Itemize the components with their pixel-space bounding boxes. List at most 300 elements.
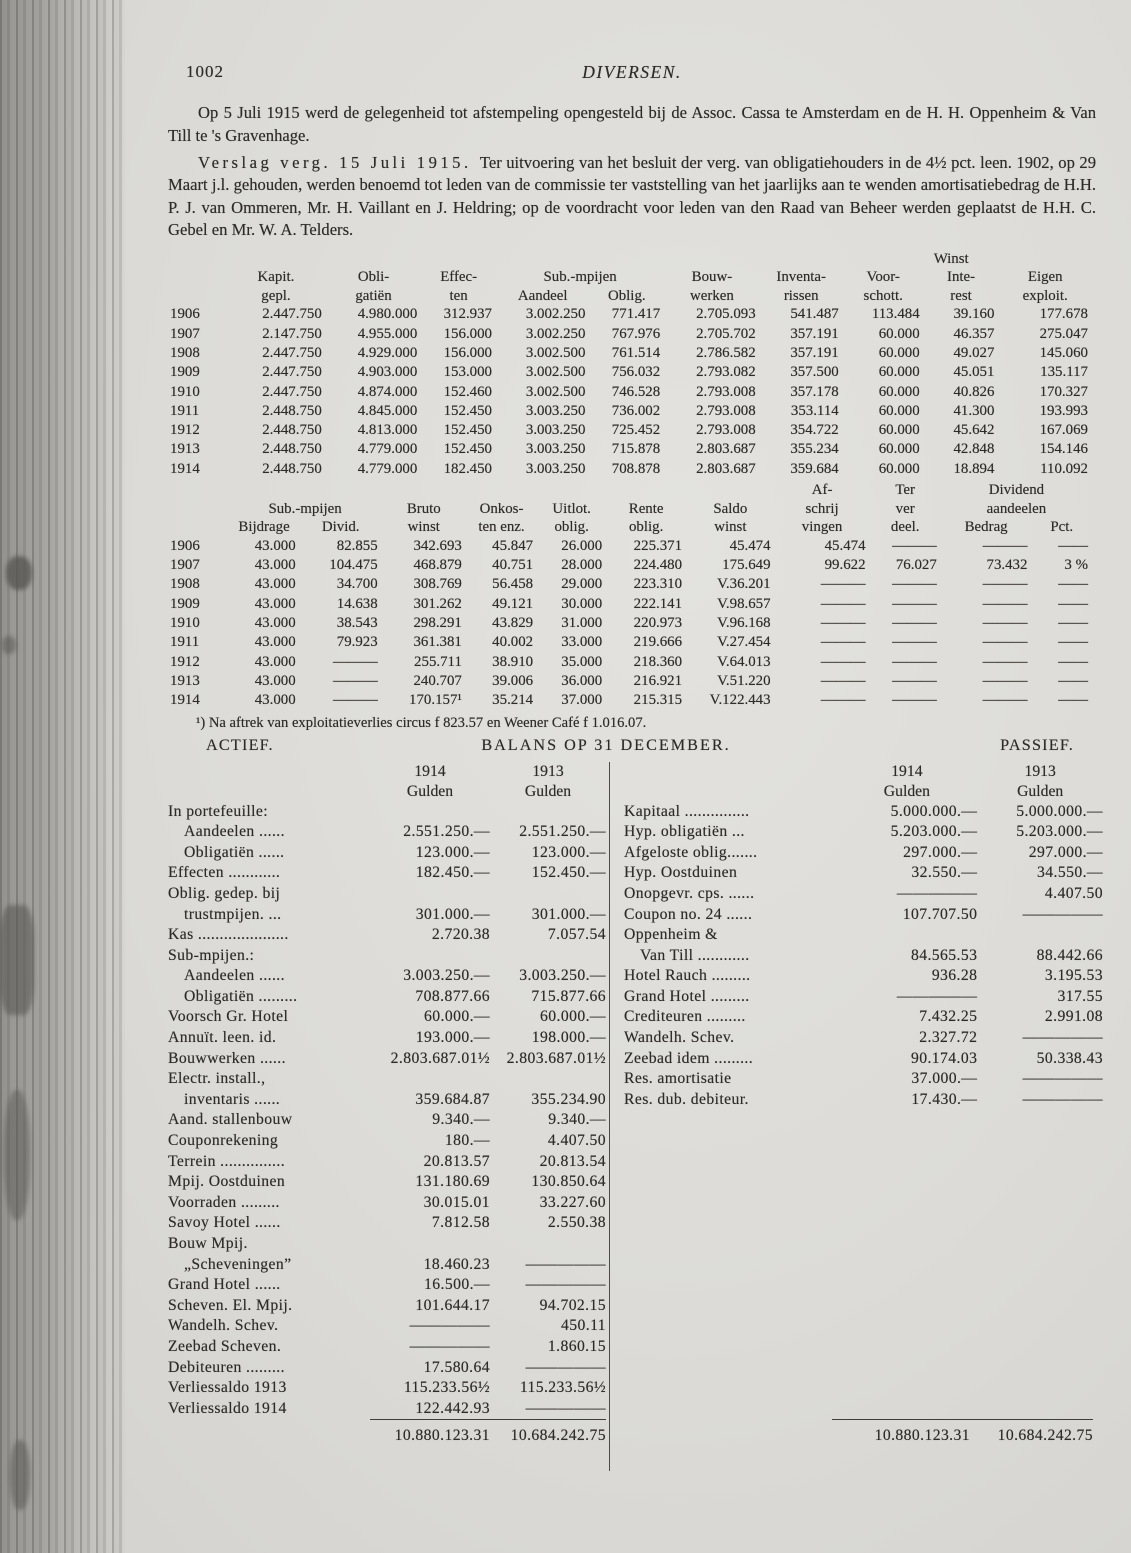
table-row: [168, 305, 1092, 324]
table-row: [168, 421, 1092, 440]
cell-value: 9.340.—: [548, 1111, 606, 1129]
cell-value: 145.060: [1039, 345, 1088, 361]
actief-total-row: [370, 1419, 606, 1471]
cell-value: 2.786.582: [696, 345, 756, 361]
cell-value: 30.015.01: [423, 1193, 490, 1211]
cell-value: 1908: [170, 345, 200, 361]
cell-value: [370, 946, 490, 967]
cell-value: ——: [1058, 653, 1088, 670]
cell-value: 177.678: [1039, 306, 1088, 323]
cell-value: 154.146: [1039, 441, 1088, 458]
cell-value: 3.002.250: [525, 325, 586, 342]
header-row-group: [168, 250, 1092, 269]
cell-value: 18.460.23: [423, 1255, 490, 1273]
cell-value: 1913: [170, 441, 200, 458]
cell-value: 2.447.750: [262, 364, 322, 381]
book-binding-edge: [0, 0, 125, 1553]
cell-value: 175.649: [722, 557, 771, 574]
cell-value: 193.000.—: [415, 1029, 490, 1047]
cell-value: 222.141: [633, 595, 683, 612]
column-header-1914: [370, 762, 490, 802]
row-label: Oppenheim &: [624, 926, 718, 944]
actief-heading: ACTIEF.: [206, 735, 274, 754]
cell-value: ———: [892, 653, 937, 670]
paragraph-rest: Ter uitvoering van het besluit der verg. van obligatiehouders in de 4½ pct. leen. 1902, op 29 Maart j.l. gehouden, werden benoemd tot leden van de commissie ter vaststelling van het jaarlijks aan te wenden amortisatiebedrag de H.H. P. J. van Ommeren, Mr. H. Vaillant en J. Heldring; op de voordracht voor leden van den Raad van Beheer werden geplaatst de H.H. C. Gebel en Mr. W. A. Telders.: [168, 153, 1096, 240]
table-row: [168, 1213, 606, 1234]
unit-label: Gulden: [883, 782, 930, 800]
column-header: exploit.: [1022, 287, 1068, 304]
cell-value: 4.903.000: [357, 364, 418, 381]
column-header: gepl.: [261, 287, 291, 304]
actief-table-body: [168, 802, 606, 1420]
cell-value: —————: [525, 1358, 606, 1376]
cell-value: 43.829: [492, 615, 534, 632]
table-row: [168, 614, 1092, 633]
cell-value: 94.702.15: [539, 1296, 606, 1314]
table-row: [624, 925, 1103, 946]
cell-value: 355.234.90: [531, 1090, 606, 1108]
winst-table-header: [168, 250, 1092, 306]
passief-total-row: [832, 1419, 1093, 1471]
cell-value: ———: [820, 672, 866, 689]
cell-value: 34.700: [336, 576, 378, 593]
cell-value: 2.793.008: [696, 383, 756, 400]
cell-value: 215.315: [633, 692, 683, 709]
cell-value: 60.000: [878, 441, 920, 458]
row-label: Bouwwerken ......: [168, 1049, 286, 1067]
table-row: [168, 1172, 606, 1193]
column-header: vingen: [801, 519, 843, 536]
table-row: [168, 1049, 606, 1070]
cell-value: 131.180.69: [415, 1173, 490, 1191]
balance-body: [168, 762, 1103, 1472]
cell-value: 3.003.250: [525, 422, 586, 439]
table-row: [168, 1399, 606, 1420]
row-label: Mpij. Oostduinen: [168, 1173, 286, 1191]
row-label: Savoy Hotel ......: [168, 1214, 281, 1232]
table-row: [168, 402, 1092, 421]
cell-value: 45.051: [953, 364, 995, 381]
row-label: Coupon no. 24 ......: [624, 905, 753, 923]
cell-value: 39.006: [492, 672, 534, 689]
cell-value: 38.543: [336, 615, 378, 632]
row-label: Terrein ...............: [168, 1152, 286, 1170]
cell-value: 36.000: [561, 672, 603, 689]
cell-value: 1909: [170, 595, 200, 612]
cell-value: 2.803.687.01½: [390, 1049, 490, 1067]
row-label: Effecten ............: [168, 864, 281, 882]
table-row: [168, 575, 1092, 594]
column-header: Uitlot.: [552, 500, 591, 517]
cell-value: [490, 802, 606, 823]
table-row: [624, 822, 1103, 843]
cell-value: ——: [1058, 634, 1088, 651]
row-label: Kapitaal ...............: [624, 802, 750, 820]
cell-value: 4.779.000: [357, 460, 418, 477]
cell-value: 107.707.50: [902, 905, 978, 923]
table-row: [168, 884, 606, 905]
cell-value: 2.793.082: [696, 364, 756, 381]
table-row: [168, 1296, 606, 1317]
row-label: Debiteuren .........: [168, 1358, 285, 1376]
dividend-table-header: [168, 481, 1092, 537]
cell-value: 152.450: [443, 422, 493, 439]
cell-value: 60.000.—: [540, 1008, 606, 1026]
cell-value: 2.551.250.—: [403, 823, 490, 841]
cell-value: 167.069: [1039, 422, 1088, 439]
cell-value: 2.793.008: [696, 422, 756, 439]
cell-value: ———: [982, 634, 1028, 651]
cell-value: 2.803.687: [696, 441, 756, 458]
table-row: [168, 987, 606, 1008]
row-label: Wandelh. Schev.: [168, 1317, 279, 1335]
cell-value: 5.203.000.—: [890, 823, 978, 841]
cell-value: ——: [1058, 595, 1088, 612]
cell-value: 216.921: [633, 672, 683, 689]
cell-value: 34.550.—: [1037, 864, 1103, 882]
column-header: deel.: [890, 519, 920, 536]
cell-value: 746.528: [611, 383, 661, 400]
cell-value: 43.000: [254, 653, 296, 670]
cell-value: 16.500.—: [424, 1276, 490, 1294]
cell-value: ———: [982, 576, 1028, 593]
column-header: Aandeel: [517, 287, 568, 304]
cell-value: 224.480: [633, 557, 683, 574]
passief-column: [609, 762, 1103, 1472]
column-header: winst: [714, 519, 747, 536]
table-row: [624, 884, 1103, 905]
cell-value: [836, 925, 977, 946]
table-row: [168, 843, 606, 864]
row-label: Annuït. leen. id.: [168, 1029, 277, 1047]
table-row: [168, 1028, 606, 1049]
page-header: [168, 62, 1096, 88]
cell-value: 170.157¹: [409, 692, 462, 709]
cell-value: 219.666: [633, 634, 683, 651]
cell-value: 297.000.—: [1028, 843, 1103, 861]
cell-value: 49.121: [492, 595, 534, 612]
cell-value: 35.000: [561, 653, 603, 670]
cell-value: 180.—: [444, 1132, 490, 1150]
cell-value: V.64.013: [717, 653, 771, 670]
row-label: Zeebad Scheven.: [168, 1337, 282, 1355]
year-label: 1914: [891, 762, 923, 780]
cell-value: [490, 884, 606, 905]
cell-value: 2.705.093: [696, 306, 756, 323]
cell-value: 298.291: [413, 615, 462, 632]
column-header: schrij: [805, 500, 839, 517]
cell-value: 7.432.25: [919, 1008, 978, 1026]
table-row: [168, 802, 606, 823]
dividend-table: [168, 481, 1092, 710]
cell-value: ——: [1058, 615, 1088, 632]
row-label: Aand. stallenbouw: [168, 1111, 293, 1129]
table-row: [168, 1234, 606, 1255]
cell-value: 60.000: [878, 345, 920, 361]
table-row: [168, 1358, 606, 1379]
column-header: Bruto: [406, 500, 441, 517]
cell-value: ———: [820, 634, 866, 651]
cell-value: 43.000: [254, 557, 296, 574]
cell-value: ———: [982, 537, 1028, 554]
cell-value: 2.793.008: [696, 402, 756, 419]
column-header: Pct.: [1050, 519, 1074, 536]
cell-value: 152.450: [443, 441, 493, 458]
passief-table-body: [624, 802, 1103, 1111]
cell-value: —————: [409, 1317, 490, 1335]
cell-value: 1911: [170, 634, 200, 651]
cell-value: 2.720.38: [431, 926, 490, 944]
cell-value: 3.003.250: [525, 402, 586, 419]
table-row: [624, 843, 1103, 864]
cell-value: ——: [1058, 692, 1088, 709]
table-row: [168, 1131, 606, 1152]
cell-value: —————: [1022, 1070, 1103, 1088]
passief-total-1914: 10.880.123.31: [874, 1427, 970, 1445]
cell-value: 39.160: [953, 306, 995, 323]
row-label: Electr. install.,: [168, 1070, 266, 1088]
cell-value: 73.432: [986, 557, 1028, 574]
cell-value: 255.711: [414, 653, 462, 670]
cell-value: —————: [525, 1276, 606, 1294]
year-label: 1913: [532, 762, 564, 780]
cell-value: ———: [333, 692, 378, 709]
row-label: Obligatiën ......: [184, 843, 285, 861]
row-label: Scheven. El. Mpij.: [168, 1296, 293, 1314]
table-row: [168, 863, 606, 884]
cell-value: 2.447.750: [262, 383, 322, 400]
cell-value: 7.057.54: [547, 926, 606, 944]
cell-value: 49.027: [953, 345, 995, 361]
table-row: [168, 1337, 606, 1358]
column-header: Bijdrage: [238, 519, 290, 536]
cell-value: 37.000.—: [911, 1070, 978, 1088]
column-header: Bouw-: [691, 269, 733, 286]
cell-value: 45.847: [492, 537, 534, 554]
dividend-table-body: [168, 537, 1092, 711]
cell-value: ———: [820, 576, 866, 593]
cell-value: 60.000: [878, 422, 920, 439]
cell-value: 317.55: [1057, 987, 1103, 1005]
cell-value: ———: [892, 615, 937, 632]
cell-value: ———: [820, 692, 866, 709]
cell-value: 354.722: [790, 422, 839, 439]
cell-value: 2.147.750: [262, 325, 322, 342]
column-header: rissen: [783, 287, 819, 304]
row-label: Couponrekening: [168, 1132, 279, 1150]
cell-value: 99.622: [824, 557, 866, 574]
table-row: [624, 966, 1103, 987]
cell-value: 225.371: [633, 537, 683, 554]
cell-value: 708.878: [611, 460, 661, 477]
header-row-2: [168, 518, 1092, 537]
cell-value: 361.381: [413, 634, 462, 651]
column-group-winst: Winst: [933, 250, 969, 267]
cell-value: 2.803.687: [696, 460, 756, 477]
cell-value: —————: [525, 1399, 606, 1417]
actief-total-1913: 10.684.242.75: [510, 1427, 606, 1445]
year-label: 1913: [1024, 762, 1056, 780]
cell-value: [490, 1069, 606, 1090]
cell-value: 353.114: [790, 402, 839, 419]
cell-value: —————: [409, 1337, 490, 1355]
row-label: Afgeloste oblig.......: [624, 843, 758, 861]
cell-value: 45.474: [824, 537, 866, 554]
cell-value: 170.327: [1039, 383, 1088, 400]
cell-value: ——: [1058, 576, 1088, 593]
cell-value: 43.000: [254, 615, 296, 632]
cell-value: 4.845.000: [357, 402, 418, 419]
column-header: Bedrag: [964, 519, 1008, 536]
winst-table: [168, 250, 1092, 479]
cell-value: 110.092: [1040, 460, 1088, 477]
row-label: Wandelh. Schev.: [624, 1029, 735, 1047]
cell-value: 297.000.—: [903, 843, 978, 861]
row-label: Obligatiën .........: [184, 987, 298, 1005]
column-header: winst: [407, 519, 440, 536]
cell-value: 715.878: [611, 441, 661, 458]
cell-value: 2.705.702: [696, 325, 756, 342]
cell-value: 3.003.250.—: [403, 967, 490, 985]
table-row: [624, 1007, 1103, 1028]
row-label: Res. dub. debiteur.: [624, 1090, 749, 1108]
column-group-ter: Ter: [895, 482, 915, 499]
cell-value: 156.000: [443, 325, 493, 342]
table-row: [168, 1007, 606, 1028]
cell-value: ———: [820, 595, 866, 612]
column-header: oblig.: [554, 519, 589, 536]
scan-artifact: [4, 1090, 30, 1220]
table-row: [168, 966, 606, 987]
row-label: Hotel Rauch .........: [624, 967, 751, 985]
cell-value: —————: [1022, 905, 1103, 923]
cell-value: 130.850.64: [531, 1173, 606, 1191]
cell-value: 359.684: [790, 460, 839, 477]
column-header: ten enz.: [478, 519, 525, 536]
cell-value: 60.000: [878, 402, 920, 419]
header-row-group: [168, 481, 1092, 500]
row-label: Sub-mpijen.:: [168, 946, 255, 964]
paragraph-verslag: [168, 152, 1096, 242]
row-label: „Scheveningen”: [184, 1255, 292, 1273]
cell-value: 708.877.66: [415, 987, 490, 1005]
table-row: [168, 1110, 606, 1131]
cell-value: 20.813.57: [423, 1152, 490, 1170]
row-label: Crediteuren .........: [624, 1008, 746, 1026]
cell-value: 31.000: [561, 615, 603, 632]
table-row: [168, 1275, 606, 1296]
cell-value: ——: [1058, 537, 1088, 554]
table-row: [168, 383, 1092, 402]
column-header: Inventa-: [776, 269, 826, 286]
cell-value: ———: [892, 672, 937, 689]
cell-value: 60.000: [878, 325, 920, 342]
cell-value: 60.000.—: [424, 1008, 490, 1026]
cell-value: 4.407.50: [547, 1132, 606, 1150]
cell-value: 1912: [170, 422, 200, 439]
cell-value: 2.803.687.01½: [506, 1049, 606, 1067]
paragraph-lead: Verslag verg. 15 Juli 1915.: [198, 153, 472, 172]
cell-value: 301.000.—: [531, 905, 606, 923]
row-label: Res. amortisatie: [624, 1070, 732, 1088]
unit-label: Gulden: [406, 782, 454, 800]
table-row: [168, 691, 1092, 710]
cell-value: 1914: [170, 692, 200, 709]
column-header-1913: [977, 762, 1103, 802]
cell-value: 14.638: [336, 595, 378, 612]
cell-value: 3.195.53: [1044, 967, 1103, 985]
row-label: Verliessaldo 1913: [168, 1379, 287, 1397]
cell-value: [977, 925, 1103, 946]
cell-value: 541.487: [790, 306, 839, 323]
cell-value: 41.300: [953, 402, 995, 419]
actief-table-header: [168, 762, 606, 802]
cell-value: V.36.201: [717, 576, 771, 593]
actief-column: [168, 762, 606, 1472]
column-group-submpijen: Sub.-mpijen: [268, 500, 342, 517]
cell-value: 3.003.250: [525, 460, 586, 477]
cell-value: 357.191: [790, 325, 839, 342]
cell-value: 153.000: [443, 364, 493, 381]
cell-value: 42.848: [953, 441, 995, 458]
row-label: In portefeuille:: [168, 802, 269, 820]
cell-value: 3.002.250: [525, 306, 586, 323]
row-label: Voorraden .........: [168, 1193, 280, 1211]
cell-value: —————: [1022, 1029, 1103, 1047]
row-label: trustmpijen. ...: [184, 905, 282, 923]
header-row-1: [168, 500, 1092, 519]
cell-value: 40.751: [492, 557, 534, 574]
balance-section: [168, 735, 1103, 1472]
cell-value: 38.910: [492, 653, 534, 670]
cell-value: 736.002: [611, 402, 661, 419]
cell-value: 101.644.17: [415, 1296, 490, 1314]
cell-value: 32.550.—: [911, 864, 978, 882]
cell-value: 357.178: [790, 383, 839, 400]
cell-value: 275.047: [1039, 325, 1088, 342]
row-label: Grand Hotel .........: [624, 987, 750, 1005]
cell-value: 4.929.000: [357, 345, 418, 361]
cell-value: 1907: [170, 325, 200, 342]
cell-value: 2.448.750: [262, 422, 322, 439]
cell-value: 1909: [170, 364, 200, 381]
balance-heading: [168, 736, 1096, 762]
header-row: [624, 762, 1103, 802]
cell-value: 301.000.—: [415, 905, 490, 923]
cell-value: ———: [820, 615, 866, 632]
cell-value: 182.450.—: [415, 864, 490, 882]
table-row: [168, 460, 1092, 479]
actief-total-1914: 10.880.123.31: [394, 1427, 490, 1445]
cell-value: 4.779.000: [357, 441, 418, 458]
cell-value: 9.340.—: [432, 1111, 490, 1129]
cell-value: 2.327.72: [919, 1029, 978, 1047]
cell-value: 88.442.66: [1036, 946, 1103, 964]
cell-value: ———: [820, 653, 866, 670]
column-header: werken: [690, 287, 734, 304]
cell-value: 35.214: [492, 692, 534, 709]
cell-value: 1910: [170, 615, 200, 632]
actief-table: [168, 762, 606, 1420]
column-header: Eigen: [1027, 269, 1063, 286]
column-header: ten: [449, 287, 468, 304]
unit-label: Gulden: [524, 782, 572, 800]
cell-value: 4.980.000: [357, 306, 418, 323]
cell-value: 198.000.—: [531, 1029, 606, 1047]
cell-value: [370, 1069, 490, 1090]
cell-value: 17.580.64: [423, 1358, 490, 1376]
cell-value: 2.448.750: [262, 402, 322, 419]
